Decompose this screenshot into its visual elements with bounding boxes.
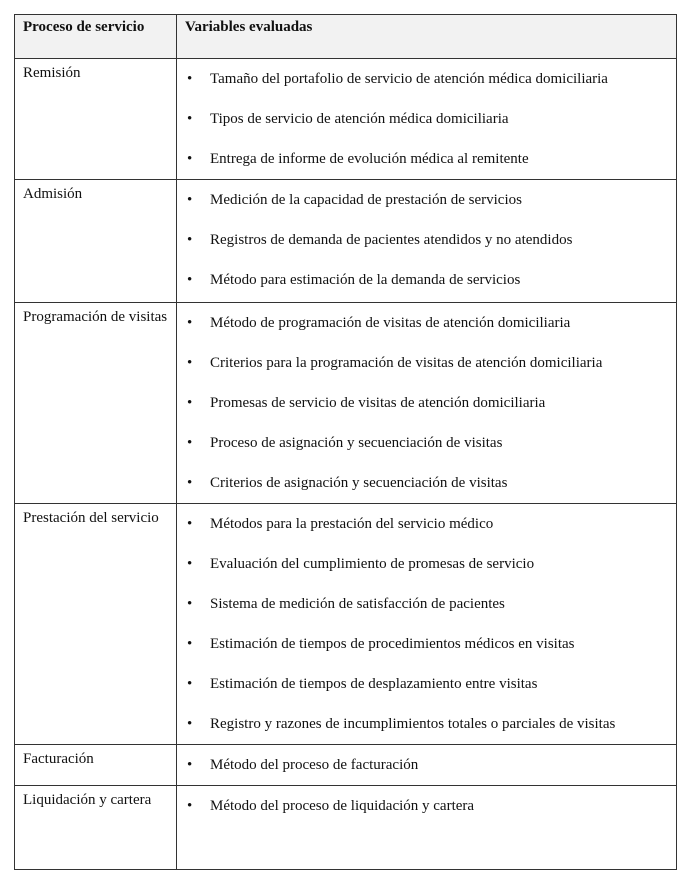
- process-cell: [15, 504, 177, 745]
- variable-item: • Tamaño del portafolio de servicio de atención médica domiciliaria: [177, 59, 672, 99]
- variable-item: • Registro y razones de incumplimientos totales o parciales de visitas: [177, 704, 672, 744]
- header-variables: Variables evaluadas: [177, 15, 677, 59]
- process-name: Remisión: [23, 65, 81, 81]
- variable-item: • Sistema de medición de satisfacción de pacientes: [177, 584, 672, 624]
- table-row: [15, 504, 677, 745]
- process-cell: [15, 59, 177, 180]
- table-row: [15, 180, 677, 303]
- process-name: Liquidación y cartera: [23, 792, 152, 808]
- variables-list: [177, 303, 672, 503]
- process-name: Programación de visitas: [23, 309, 168, 325]
- variables-list: [177, 504, 672, 744]
- variable-item: • Entrega de informe de evolución médica al remitente: [177, 139, 672, 179]
- variable-item: • Método del proceso de liquidación y cartera: [177, 786, 672, 826]
- variable-item: • Método para estimación de la demanda de servicios: [177, 260, 672, 300]
- variable-item: • Tipos de servicio de atención médica domiciliaria: [177, 99, 672, 139]
- variables-cell: [177, 504, 677, 745]
- variable-item: • Promesas de servicio de visitas de atención domiciliaria: [177, 383, 672, 423]
- variables-list: [177, 180, 672, 300]
- variable-item: • Métodos para la prestación del servicio médico: [177, 504, 672, 544]
- variables-cell: [177, 786, 677, 870]
- process-variables-table: [14, 14, 677, 870]
- variables-cell: [177, 745, 677, 786]
- variables-cell: [177, 180, 677, 303]
- variable-item: • Estimación de tiempos de procedimientos médicos en visitas: [177, 624, 672, 664]
- variables-list: [177, 59, 672, 179]
- process-name: Admisión: [23, 186, 83, 202]
- variable-item: • Proceso de asignación y secuenciación de visitas: [177, 423, 672, 463]
- variable-item: • Medición de la capacidad de prestación de servicios: [177, 180, 672, 220]
- header-process: Proceso de servicio: [15, 15, 177, 59]
- process-name: Facturación: [23, 751, 94, 767]
- variable-item: • Método del proceso de facturación: [177, 745, 672, 785]
- variable-item: • Método de programación de visitas de atención domiciliaria: [177, 303, 672, 343]
- table-header: [15, 15, 677, 59]
- variables-list: [177, 745, 672, 785]
- variables-list: [177, 786, 672, 826]
- process-cell: [15, 303, 177, 504]
- process-cell: [15, 786, 177, 870]
- variable-item: • Criterios de asignación y secuenciación de visitas: [177, 463, 672, 503]
- variable-item: • Registros de demanda de pacientes atendidos y no atendidos: [177, 220, 672, 260]
- variable-item: • Estimación de tiempos de desplazamiento entre visitas: [177, 664, 672, 704]
- variable-item: • Criterios para la programación de visitas de atención domiciliaria: [177, 343, 672, 383]
- process-name: Prestación del servicio: [23, 510, 159, 526]
- process-cell: [15, 180, 177, 303]
- table-row: [15, 303, 677, 504]
- variables-cell: [177, 59, 677, 180]
- table-row: [15, 59, 677, 180]
- table-row: [15, 786, 677, 870]
- variables-cell: [177, 303, 677, 504]
- variable-item: • Evaluación del cumplimiento de promesas de servicio: [177, 544, 672, 584]
